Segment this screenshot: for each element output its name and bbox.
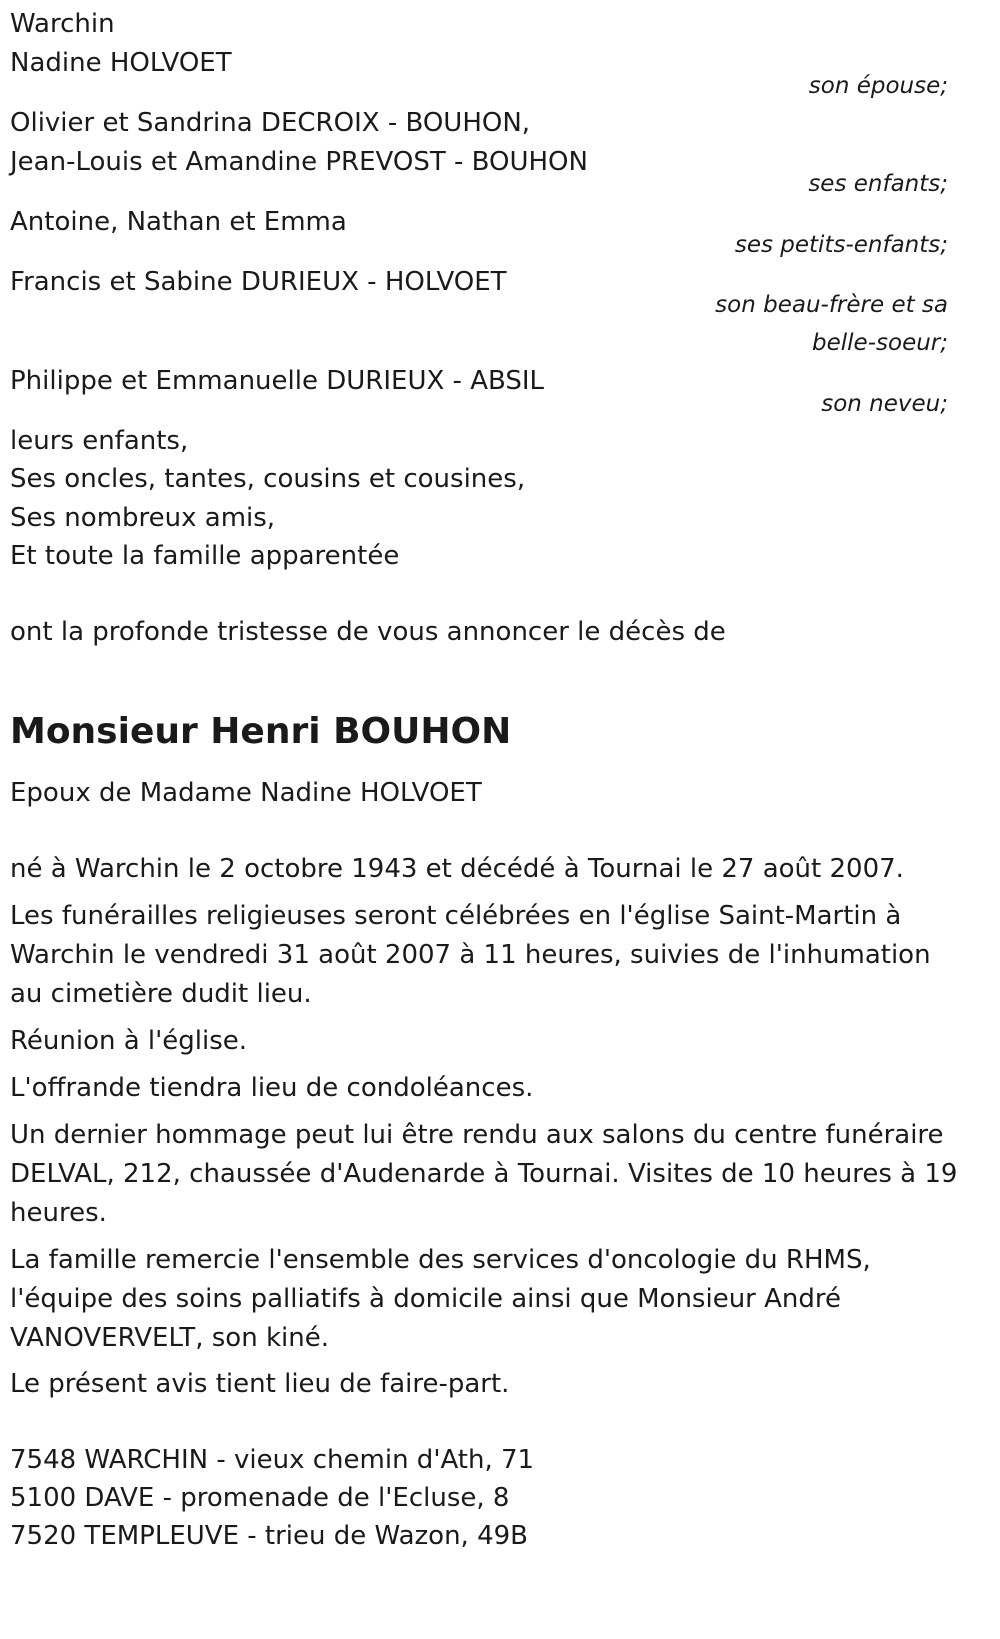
nephew-role: son neveu; bbox=[821, 391, 948, 417]
announcement-text: ont la profonde tristesse de vous annoncer le décès de bbox=[10, 617, 726, 647]
grandchildren-names: Antoine, Nathan et Emma bbox=[10, 207, 347, 237]
children-role: ses enfants; bbox=[808, 171, 948, 197]
in-laws-role-line-1: son beau-frère et sa bbox=[715, 292, 948, 318]
thanks-paragraph: La famille remercie l'ensemble des services d'oncologie du RHMS, l'équipe des soins palliatifs à domicile ainsi que Monsieur André VANOVERVELT, son kiné. bbox=[10, 1245, 871, 1353]
deceased-name: Monsieur Henri BOUHON bbox=[10, 711, 512, 752]
others-line-2: Ses oncles, tantes, cousins et cousines, bbox=[10, 464, 526, 494]
birth-death-line: né à Warchin le 2 octobre 1943 et décédé à Tournai le 27 août 2007. bbox=[10, 854, 904, 884]
others-line-3: Ses nombreux amis, bbox=[10, 503, 276, 533]
children-line-1: Olivier et Sandrina DECROIX - BOUHON, bbox=[10, 108, 531, 138]
grandchildren-role: ses petits-enfants; bbox=[734, 232, 948, 258]
spouse-name: Nadine HOLVOET bbox=[10, 48, 232, 78]
town-name: Warchin bbox=[10, 9, 115, 39]
in-laws-role-line-2: belle-soeur; bbox=[812, 330, 948, 356]
nephew-names: Philippe et Emmanuelle DURIEUX - ABSIL bbox=[10, 366, 545, 396]
others-line-4: Et toute la famille apparentée bbox=[10, 541, 400, 571]
funeral-paragraph: Les funérailles religieuses seront célébrées en l'église Saint-Martin à Warchin le vendredi 31 août 2007 à 11 heures, suivies de l'inhumation au cimetière dudit lieu. bbox=[10, 901, 931, 1009]
others-line-1: leurs enfants, bbox=[10, 426, 189, 456]
spouse-of-line: Epoux de Madame Nadine HOLVOET bbox=[10, 778, 482, 808]
address-line-3: 7520 TEMPLEUVE - trieu de Wazon, 49B bbox=[10, 1521, 528, 1551]
in-laws-names: Francis et Sabine DURIEUX - HOLVOET bbox=[10, 267, 507, 297]
children-line-2: Jean-Louis et Amandine PREVOST - BOUHON bbox=[10, 147, 588, 177]
address-line-2: 5100 DAVE - promenade de l'Ecluse, 8 bbox=[10, 1483, 510, 1513]
tribute-paragraph: Un dernier hommage peut lui être rendu aux salons du centre funéraire DELVAL, 212, chaussée d'Audenarde à Tournai. Visites de 10 heures à 19 heures. bbox=[10, 1120, 958, 1228]
spouse-role: son épouse; bbox=[808, 73, 948, 99]
meeting-paragraph: Réunion à l'église. bbox=[10, 1026, 248, 1056]
address-line-1: 7548 WARCHIN - vieux chemin d'Ath, 71 bbox=[10, 1445, 535, 1475]
offering-paragraph: L'offrande tiendra lieu de condoléances. bbox=[10, 1073, 534, 1103]
notice-paragraph: Le présent avis tient lieu de faire-part. bbox=[10, 1369, 510, 1399]
